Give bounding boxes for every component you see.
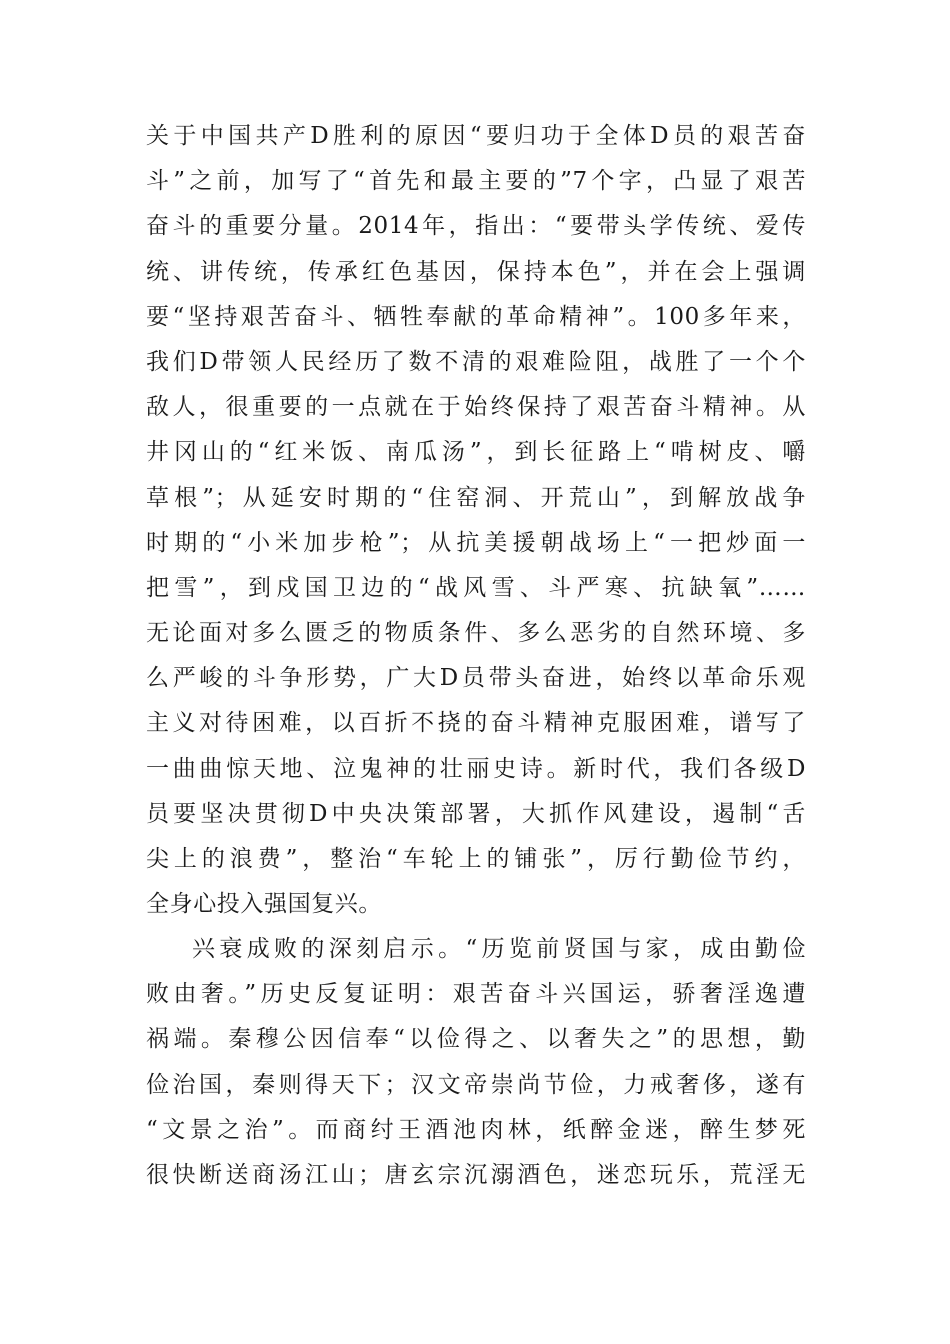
paragraph-2 (146, 927, 806, 1198)
paragraph-line: 么严峻的斗争形势，广大D员带头奋进，始终以革命乐观 (146, 665, 806, 692)
paragraph-line: 统、讲传统，传承红色基因，保持本色”，并在会上强调 (146, 258, 806, 285)
paragraph-line: 主义对待困难，以百折不挠的奋斗精神克服困难，谱写了 (146, 710, 806, 737)
paragraph-1 (146, 114, 806, 927)
paragraph-line: 全身心投入强国复兴。 (146, 891, 382, 918)
paragraph-line: 井冈山的“红米饭、南瓜汤”，到长征路上“啃树皮、嚼 (146, 439, 806, 466)
paragraph-line: 无论面对多么匮乏的物质条件、多么恶劣的自然环境、多 (146, 620, 806, 647)
paragraph-line: 员要坚决贯彻D中央决策部署，大抓作风建设，遏制“舌 (146, 800, 806, 827)
paragraph-line: 败由奢。”历史反复证明：艰苦奋斗兴国运，骄奢淫逸遭 (146, 981, 806, 1008)
paragraph-line: 我们D带领人民经历了数不清的艰难险阻，战胜了一个个 (146, 348, 806, 375)
paragraph-line: 斗”之前，加写了“首先和最主要的”7个字，凸显了艰苦 (146, 168, 806, 195)
paragraph-line: 祸端。秦穆公因信奉“以俭得之、以奢失之”的思想，勤 (146, 1026, 806, 1053)
paragraph-line: 尖上的浪费”，整治“车轮上的铺张”，厉行勤俭节约， (146, 846, 806, 872)
paragraph-line: 敌人，很重要的一点就在于始终保持了艰苦奋斗精神。从 (146, 394, 806, 421)
paragraph-line: 把雪”，到戍国卫边的“战风雪、斗严寒、抗缺氧”…… (146, 574, 806, 601)
paragraph-line: 时期的“小米加步枪”；从抗美援朝战场上“一把炒面一 (146, 529, 806, 556)
paragraph-line: “文景之治”。而商纣王酒池肉林，纸醉金迷，醉生梦死 (146, 1116, 806, 1143)
paragraph-line: 关于中国共产D胜利的原因“要归功于全体D员的艰苦奋 (146, 123, 806, 149)
paragraph-line: 要“坚持艰苦奋斗、牺牲奉献的革命精神”。100多年来， (146, 303, 806, 330)
paragraph-line: 一曲曲惊天地、泣鬼神的壮丽史诗。新时代，我们各级D (146, 755, 806, 782)
paragraph-line: 很快断送商汤江山；唐玄宗沉溺酒色，迷恋玩乐，荒淫无 (146, 1161, 806, 1188)
paragraph-line: 兴衰成败的深刻启示。“历览前贤国与家，成由勤俭 (192, 936, 806, 962)
paragraph-line: 俭治国，秦则得天下；汉文帝崇尚节俭，力戒奢侈，遂有 (146, 1071, 806, 1098)
paragraph-line: 奋斗的重要分量。2014年，指出：“要带头学传统、爱传 (146, 213, 806, 240)
paragraph-line: 草根”；从延安时期的“住窑洞、开荒山”，到解放战争 (146, 484, 806, 511)
